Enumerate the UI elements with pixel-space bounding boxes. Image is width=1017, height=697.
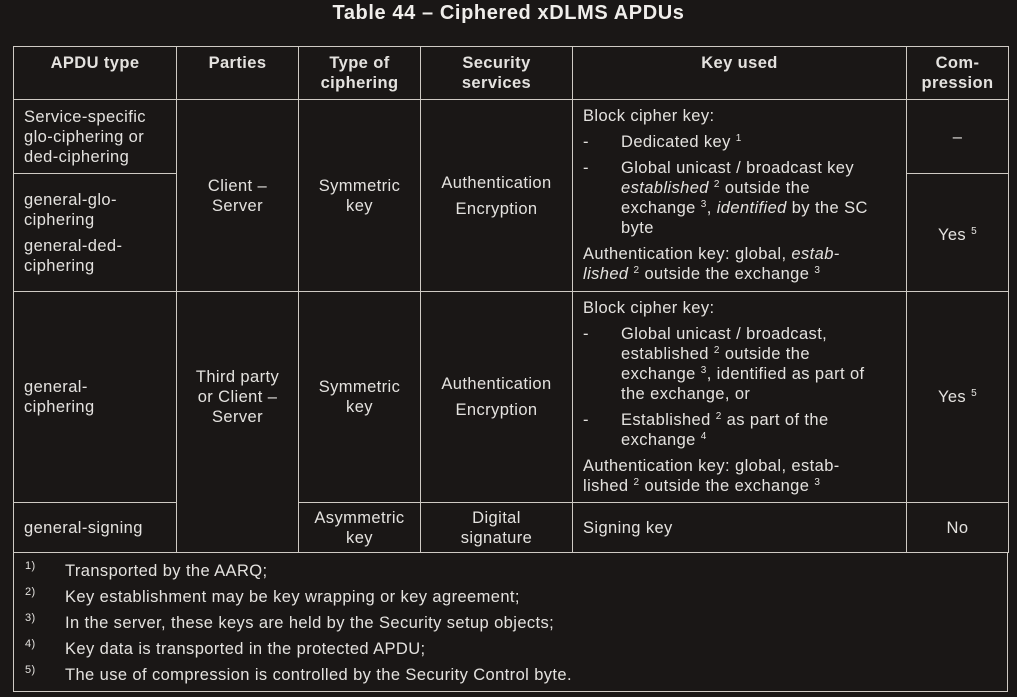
ciphering-symmetric: Symmetric key — [299, 100, 421, 292]
security-auth-encryption: Authentication Encryption — [421, 292, 573, 503]
header-row — [14, 47, 1009, 100]
footnote: 3) In the server, these keys are held by the Security setup objects; — [25, 612, 555, 632]
footnote: 2) Key establishment may be key wrapping or key agreement; — [25, 586, 520, 606]
header-type-of-ciphering: Type of ciphering — [299, 47, 421, 100]
security-digital-signature: Digital signature — [421, 503, 573, 553]
ciphering-asymmetric: Asymmetric key — [299, 503, 421, 553]
key-used-group1: Block cipher key: - Dedicated key $^1$ - Global unicast / broadcast key established $^2$ outside the exchange $^3$, identified by the SC byte Authentication key: global, estab- lished $^2$ outside the exchange $^3$ — [573, 100, 907, 292]
apdu-service-specific: Service-specific glo-ciphering or ded-ciphering — [14, 100, 177, 174]
ciphering-symmetric: Symmetric key — [299, 292, 421, 503]
key-used-group2: Block cipher key: - Global unicast / broadcast, established $^2$ outside the exchange $^3$, identified as part of the exchange, or - Established $^2$ as part of the exchange $^4$ Authentication key: global, estab- lished $^2$ outside the exchange $^3$ — [573, 292, 907, 503]
security-auth-encryption: Authentication Encryption — [421, 100, 573, 292]
header-key-used: Key used — [573, 47, 907, 100]
ciphered-apdus-table — [13, 46, 1009, 553]
compression-yes: Yes $^5$ — [907, 174, 1009, 292]
table-row — [14, 292, 1009, 503]
header-compression: Com- pression — [907, 47, 1009, 100]
header-security-services: Security services — [421, 47, 573, 100]
compression-dash: – — [907, 100, 1009, 174]
parties-client-server: Client – Server — [177, 100, 299, 292]
header-parties: Parties — [177, 47, 299, 100]
table-row — [14, 100, 1009, 174]
footnote: 1) Transported by the AARQ; — [25, 560, 268, 580]
header-apdu-type: APDU type — [14, 47, 177, 100]
parties-third-party: Third party or Client – Server — [177, 292, 299, 553]
footnote: 4) Key data is transported in the protected APDU; — [25, 638, 426, 658]
apdu-general-signing: general-signing — [14, 503, 177, 553]
compression-no: No — [907, 503, 1009, 553]
footnotes — [13, 552, 1008, 692]
footnote: 5) The use of compression is controlled by the Security Control byte. — [25, 664, 572, 684]
apdu-general-ciphering: general- ciphering — [14, 292, 177, 503]
table-row — [14, 503, 1009, 553]
table-title: Table 44 – Ciphered xDLMS APDUs — [332, 2, 685, 24]
key-signing: Signing key — [573, 503, 907, 553]
compression-yes: Yes $^5$ — [907, 292, 1009, 503]
apdu-general-glo-ded: general-glo- ciphering general-ded- ciphering — [14, 174, 177, 292]
